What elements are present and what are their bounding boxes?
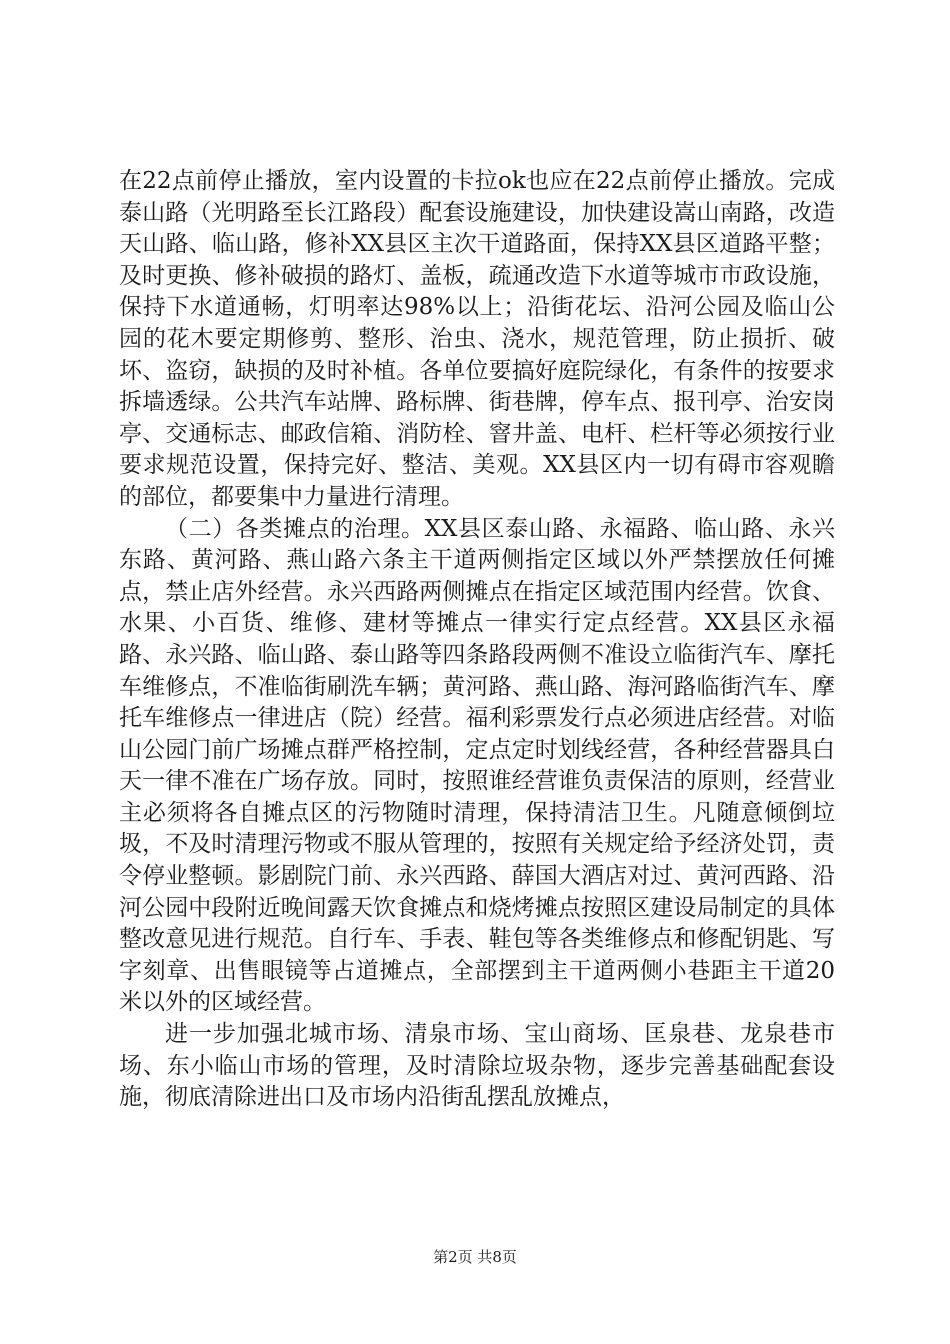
paragraph-1: 在22点前停止播放，室内设置的卡拉ok也应在22点前停止播放。完成泰山路（光明路至长江路段）配套设施建设，加快建设嵩山南路，改造天山路、临山路，修补XX县区主次干道路面，保持XX县区道路平整；及时更换、修补破损的路灯、盖板，疏通改造下水道等城市市政设施，保持下水道通畅，灯明率达98%以上；沿街花坛、沿河公园及临山公园的花木要定期修剪、整形、治虫、浇水，规范管理，防止损折、破坏、盗窃，缺损的及时补植。各单位要搞好庭院绿化，有条件的按要求拆墙透绿。公共汽车站牌、路标牌、街巷牌，停车点、报刊亭、治安岗亭、交通标志、邮政信箱、消防栓、窨井盖、电杆、栏杆等必须按行业要求规范设置，保持完好、整洁、美观。XX县区内一切有碍市容观瞻的部位，都要集中力量进行清理。	[119, 168, 835, 510]
paragraph-3: 进一步加强北城市场、清泉市场、宝山商场、匡泉巷、龙泉巷市场、东小临山市场的管理，及时清除垃圾杂物，逐步完善基础配套设施，彻底清除进出口及市场内沿街乱摆乱放摊点，	[119, 1021, 835, 1111]
paragraph-2: （二）各类摊点的治理。XX县区泰山路、永福路、临山路、永兴东路、黄河路、燕山路六条主干道两侧指定区域以外严禁摆放任何摊点，禁止店外经营。永兴西路两侧摊点在指定区域范围内经营。饮食、水果、小百货、维修、建材等摊点一律实行定点经营。XX县区永福路、永兴路、临山路、泰山路等四条路段两侧不准设立临街汽车、摩托车维修点，不准临街刷洗车辆；黄河路、燕山路、海河路临街汽车、摩托车维修点一律进店（院）经营。福利彩票发行点必须进店经营。对临山公园门前广场摊点群严格控制，定点定时划线经营，各种经营器具白天一律不准在广场存放。同时，按照谁经营谁负责保洁的原则，经营业主必须将各自摊点区的污物随时清理，保持清洁卫生。凡随意倾倒垃圾，不及时清理污物或不服从管理的，按照有关规定给予经济处罚，责令停业整顿。影剧院门前、永兴西路、薛国大酒店对过、黄河西路、沿河公园中段附近晚间露天饮食摊点和烧烤摊点按照区建设局制定的具体整改意见进行规范。自行车、手表、鞋包等各类维修点和修配钥匙、写字刻章、出售眼镜等占道摊点，全部摆到主干道两侧小巷距主干道20米以外的区域经营。	[119, 515, 835, 1016]
page-footer: 第2页 共8页	[433, 1248, 517, 1266]
document-body	[119, 166, 835, 1114]
